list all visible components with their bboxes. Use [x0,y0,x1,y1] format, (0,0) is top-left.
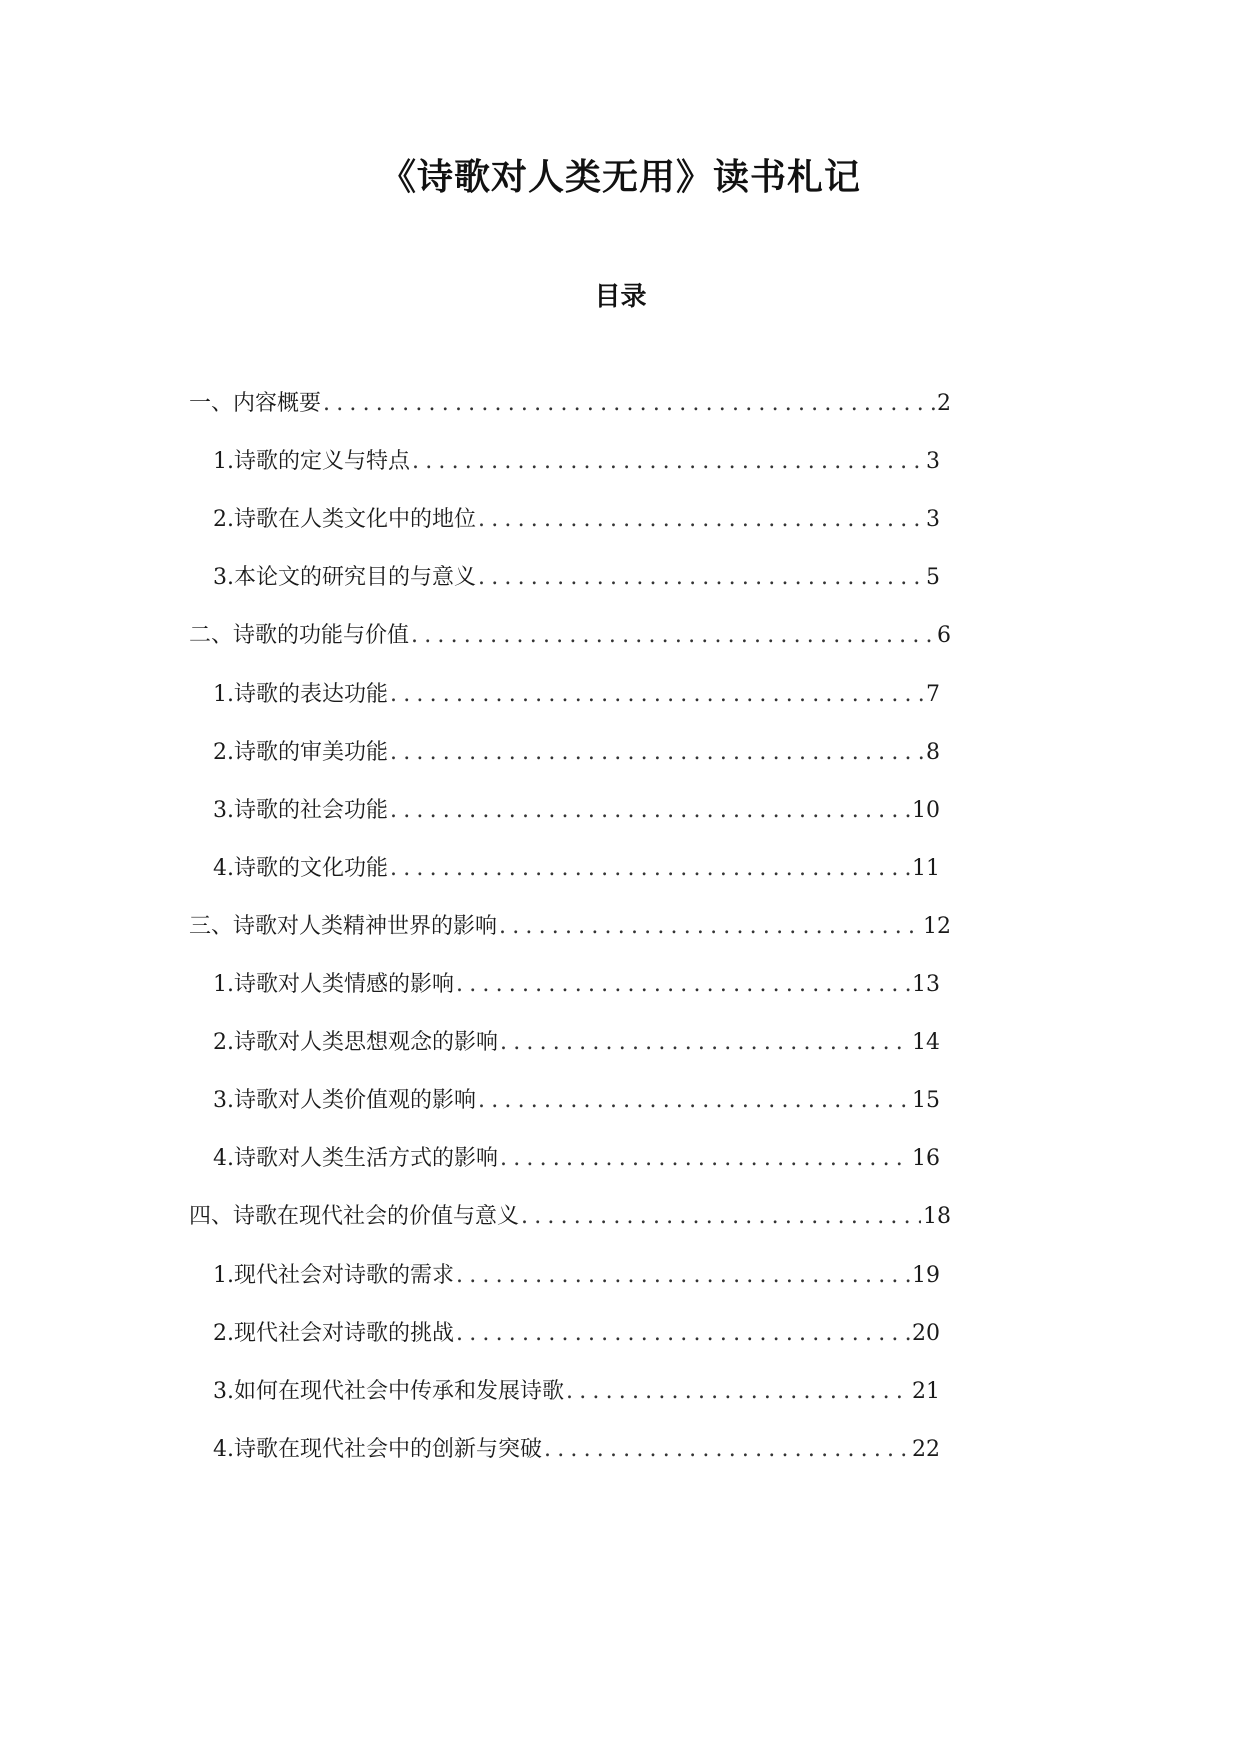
toc-entry-number: 1. [213,449,234,475]
toc-dot-leader [544,1428,910,1472]
toc-entry-label: 诗歌对人类情感的影响 [234,972,455,997]
toc-subsection-entry[interactable] [213,556,940,600]
toc-entry-label: 诗歌的定义与特点 [234,449,411,475]
toc-subsection-entry[interactable] [213,731,940,775]
toc-entry-label: 本论文的研究目的与意义 [234,565,477,591]
toc-dot-leader [521,1195,921,1239]
toc-dot-leader [390,731,924,775]
toc-subsection-entry[interactable] [213,1137,940,1181]
toc-entry-label: 一、内容概要 [189,391,322,416]
toc-page-number: 3 [926,507,940,533]
toc-subsection-entry[interactable] [213,1021,940,1065]
toc-subsection-entry[interactable] [213,673,940,717]
toc-page-number: 8 [926,739,940,765]
toc-entry-number: 3. [213,1088,234,1114]
toc-entry-label: 现代社会对诗歌的需求 [234,1262,455,1288]
toc-entry-number: 2. [213,739,234,765]
toc-entry-number: 1. [213,1262,234,1288]
toc-entry-number: 2. [213,1030,234,1056]
toc-entry-label: 三、诗歌对人类精神世界的影响 [189,913,498,939]
toc-dot-leader [500,1021,910,1065]
toc-page-number: 14 [912,1030,940,1056]
toc-dot-leader [456,1312,910,1356]
toc-page-number: 19 [912,1262,940,1288]
toc-entry-label: 诗歌在现代社会中的创新与突破 [234,1436,543,1462]
toc-entry-label: 现代社会对诗歌的挑战 [234,1320,455,1346]
toc-subsection-entry[interactable] [213,1254,940,1298]
toc-dot-leader [323,382,935,426]
toc-dot-leader [500,1137,910,1181]
toc-entry-label: 二、诗歌的功能与价值 [189,623,410,649]
toc-page-number: 12 [923,913,951,939]
toc-entry-label: 诗歌的文化功能 [234,855,389,881]
document-title: 《诗歌对人类无用》读书札记 [379,157,861,198]
toc-subsection-entry[interactable] [213,789,940,833]
toc-entry-label: 诗歌在人类文化中的地位 [234,507,477,533]
toc-page-number: 18 [923,1204,951,1230]
toc-dot-leader [390,789,910,833]
toc-page-number: 6 [937,623,951,649]
toc-dot-leader [412,440,924,484]
toc-subsection-entry[interactable] [213,1370,940,1414]
toc-dot-leader [499,905,921,949]
toc-subsection-entry[interactable] [213,440,940,484]
toc-entry-label: 诗歌对人类价值观的影响 [234,1088,477,1114]
toc-entry-label: 诗歌的社会功能 [234,797,389,823]
toc-subsection-entry[interactable] [213,963,940,1007]
toc-dot-leader [478,1079,910,1123]
toc-entry-label: 如何在现代社会中传承和发展诗歌 [234,1378,565,1404]
toc-subsection-entry[interactable] [213,1312,940,1356]
toc-entry-number: 3. [213,1378,234,1404]
toc-section-entry[interactable] [189,905,951,949]
toc-page-number: 5 [926,565,940,591]
toc-entry-number: 1. [213,972,234,997]
toc-entry-number: 4. [213,855,234,881]
toc-entry-number: 3. [213,797,234,823]
toc-heading: 目录 [594,282,647,312]
toc-entry-number: 2. [213,507,234,533]
toc-entry-number: 1. [213,681,234,707]
toc-dot-leader [411,614,935,658]
toc-section-entry[interactable] [189,382,951,426]
toc-dot-leader [456,1254,910,1298]
toc-dot-leader [478,498,924,542]
toc-subsection-entry[interactable] [213,1428,940,1472]
toc-subsection-entry[interactable] [213,1079,940,1123]
toc-entry-number: 3. [213,565,234,591]
toc-subsection-entry[interactable] [213,498,940,542]
toc-dot-leader [390,673,924,717]
toc-page-number: 2 [937,391,951,416]
toc-entry-label: 诗歌对人类思想观念的影响 [234,1030,499,1056]
toc-dot-leader [456,963,910,1007]
toc-entry-label: 诗歌的表达功能 [234,681,389,707]
toc-dot-leader [478,556,924,600]
toc-dot-leader [390,847,910,891]
toc-subsection-entry[interactable] [213,847,940,891]
toc-page-number: 22 [912,1436,940,1462]
toc-entry-number: 2. [213,1320,234,1346]
toc-entry-number: 4. [213,1436,234,1462]
toc-page-number: 15 [912,1088,940,1114]
toc-page-number: 11 [912,855,940,881]
toc-page-number: 20 [912,1320,940,1346]
toc-page-number: 10 [912,797,940,823]
toc-entry-label: 诗歌的审美功能 [234,739,389,765]
toc-section-entry[interactable] [189,614,951,658]
toc-section-entry[interactable] [189,1195,951,1239]
toc-page-number: 7 [926,681,940,707]
toc-dot-leader [566,1370,910,1414]
toc-page-number: 21 [912,1378,940,1404]
toc-page-number: 13 [912,972,940,997]
toc-entry-label: 四、诗歌在现代社会的价值与意义 [189,1204,520,1230]
toc-page-number: 16 [912,1146,940,1172]
toc-entry-label: 诗歌对人类生活方式的影响 [234,1146,499,1172]
toc-entry-number: 4. [213,1146,234,1172]
toc-page-number: 3 [926,449,940,475]
